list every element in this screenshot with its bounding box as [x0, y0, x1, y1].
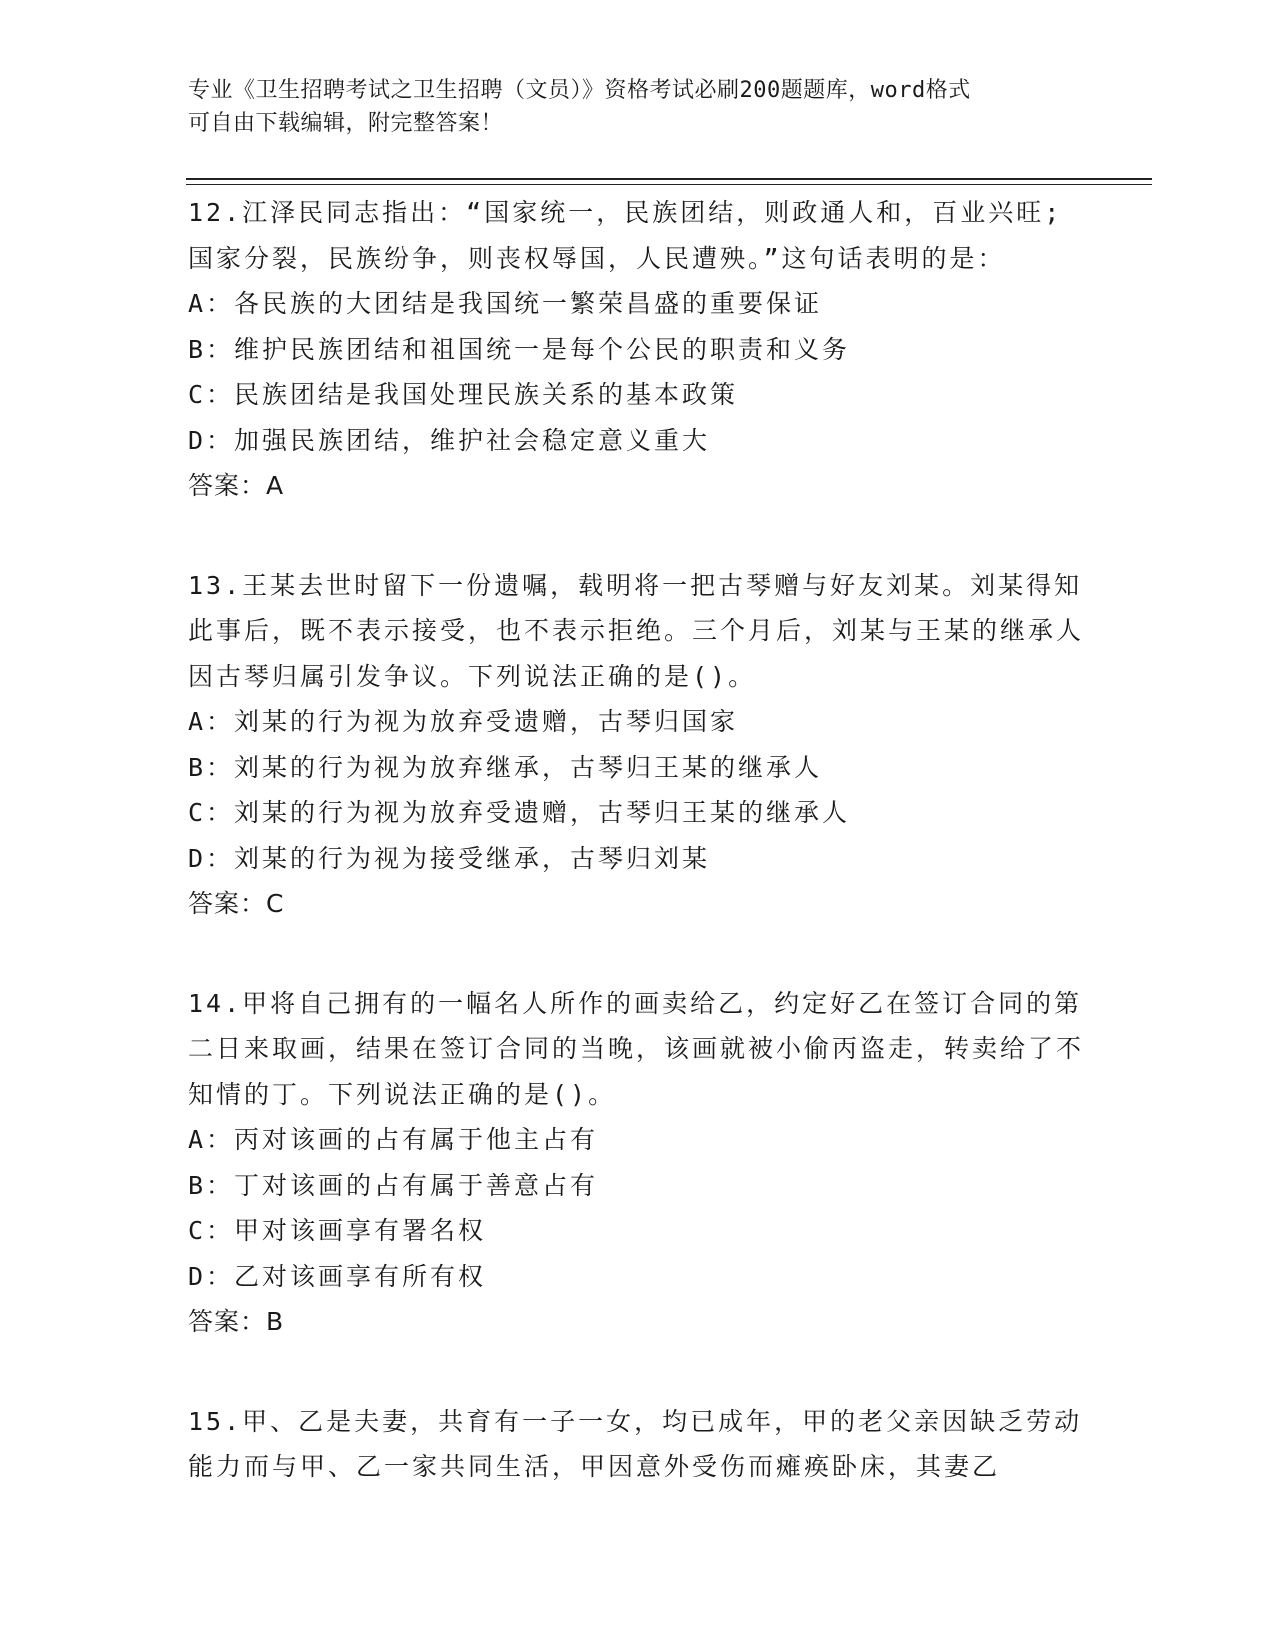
option-b: B：维护民族团结和祖国统一是每个公民的职责和义务: [188, 334, 851, 364]
header-line-1: 专业《卫生招聘考试之卫生招聘（文员）》资格考试必刷200题题库，word格式: [188, 78, 971, 103]
option-d: D：乙对该画享有所有权: [188, 1261, 487, 1291]
option-b: B：丁对该画的占有属于善意占有: [188, 1170, 599, 1200]
option-d: D：加强民族团结，维护社会稳定意义重大: [188, 425, 711, 455]
question-text: 13.王某去世时留下一份遗嘱，载明将一把古琴赠与好友刘某。刘某得知此事后，既不表示接受，也不表示拒绝。三个月后，刘某与王某的继承人因古琴归属引发争议。下列说法正确的是()。: [188, 570, 1085, 691]
option-d: D：刘某的行为视为接受继承，古琴归刘某: [188, 843, 711, 873]
option-b: B：刘某的行为视为放弃继承，古琴归王某的继承人: [188, 752, 823, 782]
option-c: C：民族团结是我国处理民族关系的基本政策: [188, 380, 739, 409]
option-a: A：刘某的行为视为放弃受遗赠，古琴归国家: [188, 707, 739, 736]
question-list: [188, 190, 1088, 1544]
answer: 答案：C: [188, 889, 285, 918]
option-a: A：各民族的大团结是我国统一繁荣昌盛的重要保证: [188, 289, 823, 318]
question-text: 12.江泽民同志指出：“国家统一，民族团结，则政通人和，百业兴旺;国家分裂，民族纷争，则丧权辱国，人民遭殃。”这句话表明的是：: [188, 198, 1063, 273]
header-divider-thin: [186, 184, 1152, 185]
question-12: [188, 190, 1088, 509]
question-14: [188, 981, 1088, 1345]
header-divider: [186, 178, 1152, 180]
question-text: 15.甲、乙是夫妻，共育有一子一女，均已成年，甲的老父亲因缺乏劳动能力而与甲、乙一家共同生活，甲因意外受伤而瘫痪卧床，其妻乙: [188, 1406, 1083, 1481]
answer: 答案：B: [188, 1307, 285, 1336]
answer: 答案：A: [188, 471, 285, 500]
header-line-2: 可自由下载编辑，附完整答案！: [188, 111, 504, 136]
option-c: C：甲对该画享有署名权: [188, 1216, 487, 1245]
question-15: [188, 1399, 1088, 1490]
option-a: A：丙对该画的占有属于他主占有: [188, 1125, 599, 1154]
page-header: [188, 74, 1068, 140]
question-text: 14.甲将自己拥有的一幅名人所作的画卖给乙，约定好乙在签订合同的第二日来取画，结果在签订合同的当晚，该画就被小偷丙盗走，转卖给了不知情的丁。下列说法正确的是()。: [188, 988, 1085, 1109]
option-c: C：刘某的行为视为放弃受遗赠，古琴归王某的继承人: [188, 798, 851, 827]
question-13: [188, 563, 1088, 927]
